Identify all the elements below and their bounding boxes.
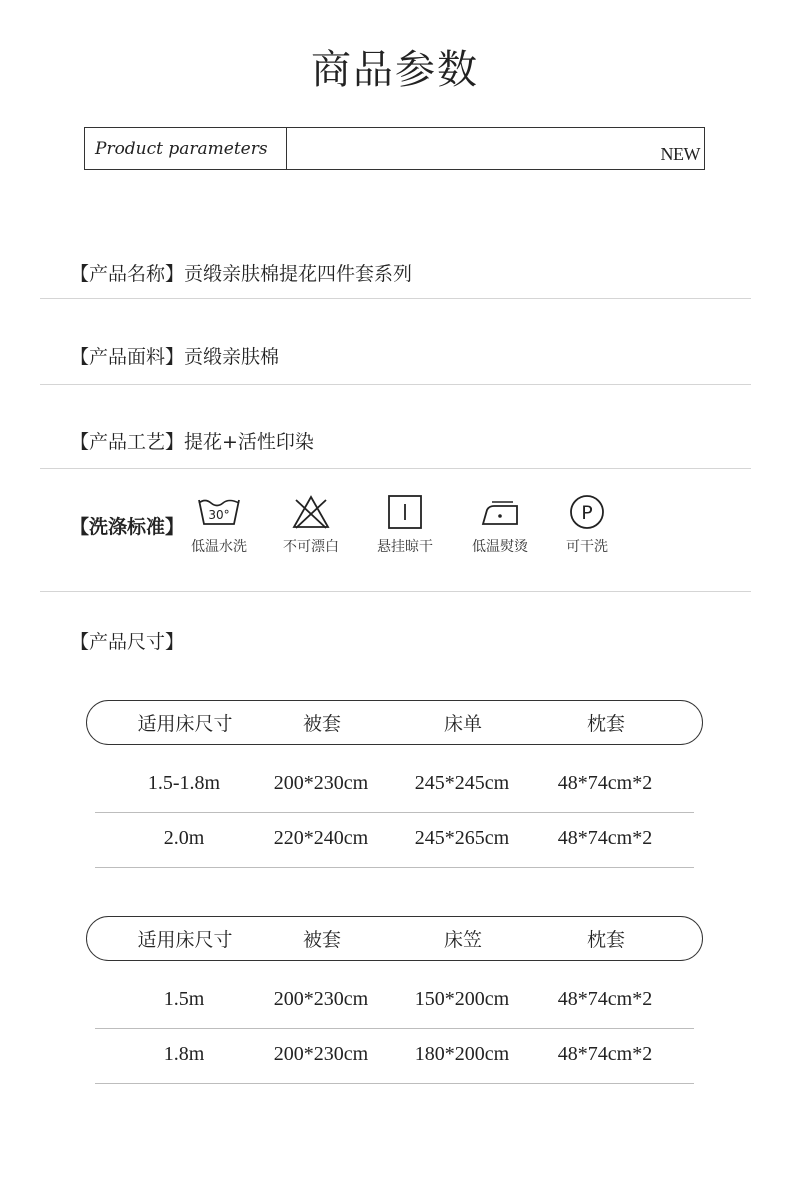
table-cell: 200*230cm <box>273 772 369 794</box>
header-cell: 被套 <box>302 713 341 735</box>
header-cell: 床单 <box>443 713 482 735</box>
care-standard-label: 【洗涤标准】 <box>70 516 185 538</box>
svg-text:P: P <box>581 502 593 524</box>
table-cell: 150*200cm <box>414 988 510 1010</box>
care-item-hang-dry <box>365 494 445 556</box>
product-size-label: 【产品尺寸】 <box>70 631 185 653</box>
table-cell: 200*230cm <box>273 988 369 1010</box>
table-cell: 1.5-1.8m <box>147 772 221 794</box>
wash-30-icon <box>196 494 242 530</box>
table-cell: 48*74cm*2 <box>557 1043 653 1065</box>
header-cell: 床笠 <box>443 929 482 951</box>
header-cell: 枕套 <box>586 929 625 951</box>
iron-low-icon <box>477 494 523 530</box>
care-item-dry-clean <box>547 494 627 556</box>
product-parameters-bar <box>84 127 705 170</box>
divider <box>40 591 751 592</box>
header-cell: 枕套 <box>586 713 625 735</box>
table-cell: 1.5m <box>163 988 205 1010</box>
header-cell: 适用床尺寸 <box>137 713 233 735</box>
size-table-2-header <box>86 916 703 961</box>
table-row <box>95 758 694 813</box>
product-parameters-label: Product parameters <box>85 128 287 169</box>
table-cell: 180*200cm <box>414 1043 510 1065</box>
table-cell: 1.8m <box>163 1043 205 1065</box>
divider <box>40 468 751 469</box>
hang-dry-icon <box>382 494 428 530</box>
table-cell: 220*240cm <box>273 827 369 849</box>
divider <box>40 384 751 385</box>
care-item-no-bleach <box>271 494 351 556</box>
divider <box>40 298 751 299</box>
no-bleach-icon <box>288 494 334 530</box>
care-item-iron <box>460 494 540 556</box>
care-item-wash <box>179 494 259 556</box>
table-cell: 245*245cm <box>414 772 510 794</box>
svg-text:30°: 30° <box>208 508 230 522</box>
table-row <box>95 813 694 868</box>
care-text-hang-dry: 悬挂晾干 <box>377 539 433 555</box>
product-fabric-row: 【产品面料】贡缎亲肤棉 <box>70 346 280 368</box>
product-name-row: 【产品名称】贡缎亲肤棉提花四件套系列 <box>70 263 413 285</box>
dry-clean-p-icon <box>564 494 610 530</box>
table-row <box>95 1029 694 1084</box>
care-text-no-bleach: 不可漂白 <box>283 539 339 555</box>
table-cell: 48*74cm*2 <box>557 988 653 1010</box>
header-cell: 被套 <box>302 929 341 951</box>
new-badge: NEW <box>660 144 700 164</box>
header-cell: 适用床尺寸 <box>137 929 233 951</box>
table-cell: 48*74cm*2 <box>557 827 653 849</box>
page-title: 商品参数 <box>311 47 479 93</box>
table-cell: 245*265cm <box>414 827 510 849</box>
care-text-wash: 低温水洗 <box>191 539 247 555</box>
table-cell: 200*230cm <box>273 1043 369 1065</box>
table-cell: 2.0m <box>163 827 205 849</box>
product-craft-row: 【产品工艺】提花+活性印染 <box>70 431 314 453</box>
care-text-dry-clean: 可干洗 <box>566 539 608 555</box>
size-table-1-header <box>86 700 703 745</box>
table-row <box>95 974 694 1029</box>
care-text-iron: 低温熨烫 <box>472 539 528 555</box>
table-cell: 48*74cm*2 <box>557 772 653 794</box>
